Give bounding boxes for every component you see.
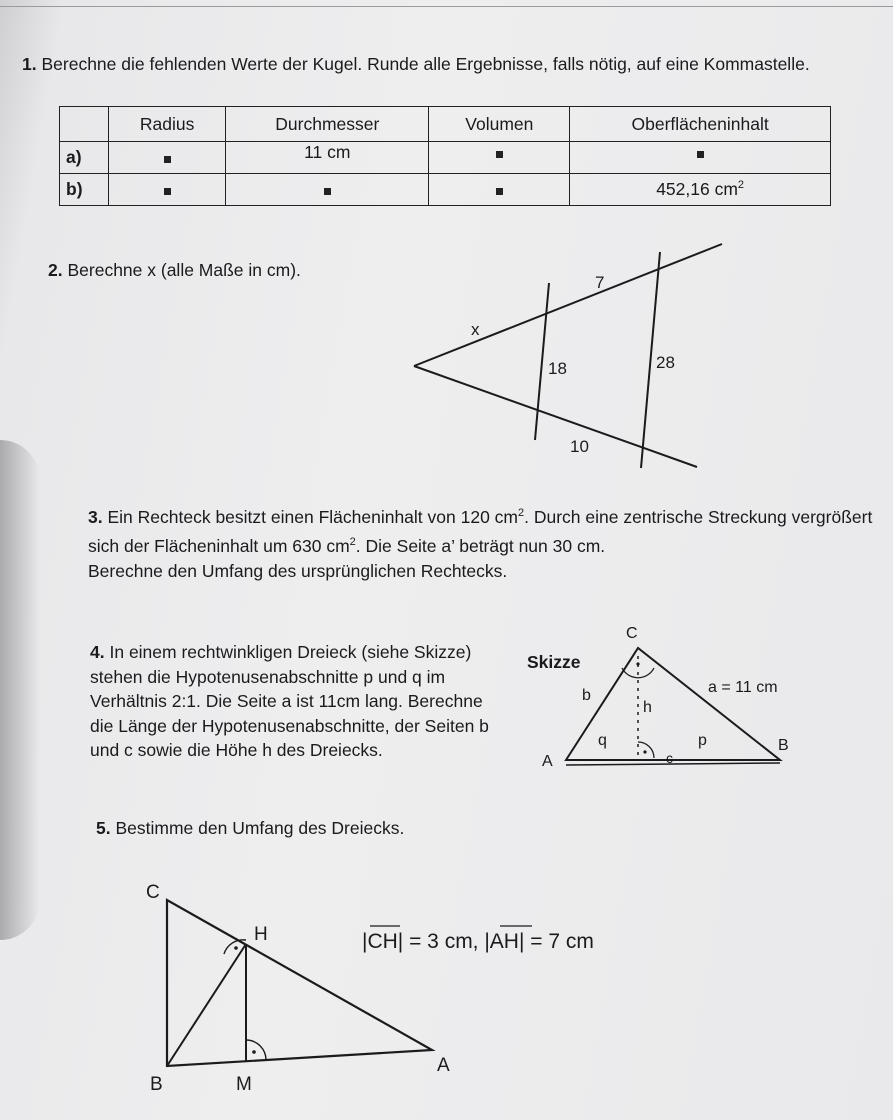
outer-triangle [167, 900, 432, 1066]
task-1-number: 1. [22, 54, 37, 74]
surface-value: 452,16 cm [656, 179, 738, 199]
vertex-b: B [778, 737, 789, 754]
task-5-text: Bestimme den Umfang des Dreiecks. [115, 818, 405, 838]
altitude-bh [167, 944, 246, 1066]
header-surface: Oberflächeninhalt [570, 107, 831, 142]
vertex-c: C [626, 625, 638, 642]
surface-exponent: 2 [737, 179, 745, 192]
task-3-area1: 120 cm [460, 506, 518, 527]
right-angle-arc-m [246, 1040, 266, 1060]
label-18: 18 [548, 359, 567, 378]
vertex-b-fig5: B [150, 1074, 163, 1095]
task-2-text: Berechne x (alle Maße in cm). [67, 260, 301, 280]
task-3-number: 3. [88, 506, 103, 527]
header-diameter: Durchmesser [226, 107, 429, 142]
task-2-number: 2. [48, 260, 63, 280]
side-b-label: b [582, 687, 591, 704]
row-label-a: a) [60, 142, 109, 174]
header-volume: Volumen [429, 107, 570, 142]
task-4-text: In einem rechtwinkligen Dreieck (siehe Skizze) stehen die Hypotenusenabschnitte p und q im Verhältnis 2:1. Die Seite a ist 11cm lang. Berechne die Länge der Hypotenusenabschnitte, der Seiten b und c sowie die Höhe h des Dreiecks. [90, 642, 489, 760]
header-radius: Radius [109, 107, 226, 142]
task-3-part3: . Die Seite a’ beträgt nun 30 cm. [355, 535, 606, 556]
vertex-m-fig5: M [236, 1074, 252, 1095]
sketch-title: Skizze [527, 652, 581, 672]
right-angle-dot-h [234, 946, 238, 950]
segment-q-label: q [598, 732, 607, 749]
label-10: 10 [570, 437, 589, 456]
task-3-part1: Ein Rechteck besitzt einen Flächeninhalt von [107, 506, 461, 527]
label-7: 7 [595, 273, 605, 292]
segment-p-label: p [698, 732, 707, 749]
row-label-b: b) [60, 174, 109, 206]
vertex-h-fig5: H [254, 924, 268, 945]
task-3-area2: 630 cm [292, 535, 350, 556]
given-lengths: |CH| = 3 cm, |AH| = 7 cm [362, 930, 594, 953]
side-a-label: a = 11 cm [708, 679, 778, 696]
vertex-a: A [542, 753, 553, 770]
task-1-text: Berechne die fehlenden Werte der Kugel. Runde alle Ergebnisse, falls nötig, auf eine Kommastelle. [41, 54, 810, 74]
label-28: 28 [656, 353, 675, 372]
task-3-exp1: 2 [518, 507, 525, 519]
vertex-a-fig5: A [437, 1055, 450, 1076]
label-x: x [471, 320, 480, 339]
right-angle-dot-m [252, 1050, 256, 1054]
height-label: h [643, 699, 652, 716]
cell-a-diameter: 11 cm [226, 142, 429, 174]
task-5-number: 5. [96, 818, 111, 838]
vertex-c-fig5: C [146, 882, 160, 903]
task-3-exp2: 2 [349, 535, 356, 548]
task-4-number: 4. [90, 642, 105, 662]
side-c-label: c [666, 750, 673, 766]
task-3-part2: . Durch eine zentrische Streckung vergrößert sich der Flächeninhalt um [88, 506, 873, 556]
task-3-part4: Berechne den Umfang des ursprünglichen Rechtecks. [88, 560, 508, 581]
